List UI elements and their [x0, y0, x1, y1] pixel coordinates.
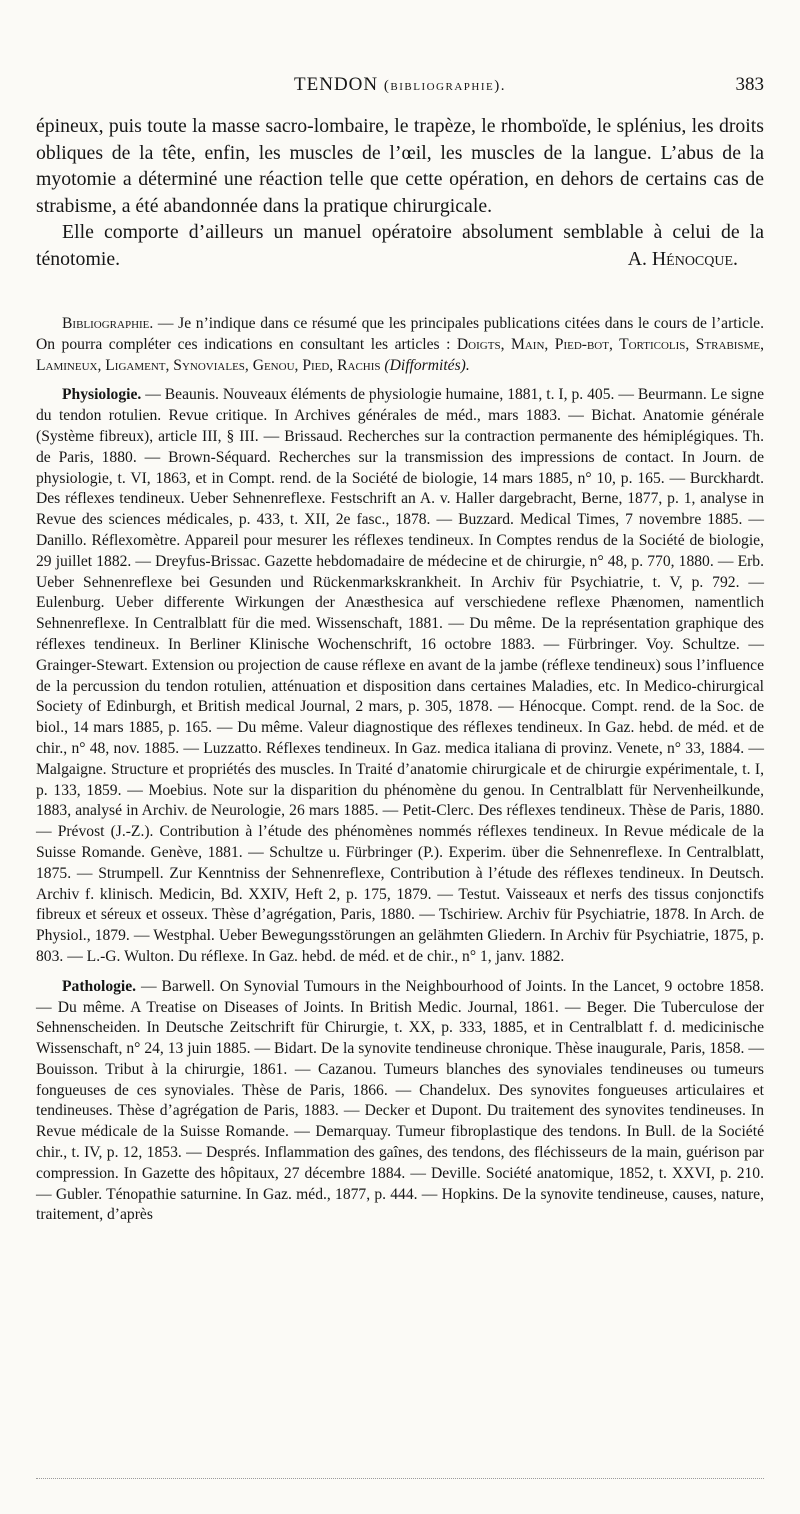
- physiology-section: [36, 385, 764, 967]
- bibliography-label: Bibliographie.: [62, 315, 154, 332]
- header-title-main: TENDON: [294, 74, 379, 95]
- running-header: [36, 74, 764, 106]
- pathology-section: [36, 977, 764, 1227]
- physiology-text: — Beaunis. Nouveaux éléments de physiologie humaine, 1881, t. I, p. 405. — Beurmann. Le signe du tendon rotulien. Revue critique. In Archives générales de méd., mars 1883. — Bichat. Anatomie générale (Système fibreux), article III, § III. — Brissaud. Recherches sur la contraction permanente des hémiplégiques. Th. de Paris, 1880. — Brown-Séquard. Recherches sur la transmission des impressions de contact. In Journ. de physiologie, t. VI, 1863, et in Compt. rend. de la Société de biologie, 14 mars 1885, n° 10, p. 165. — Burckhardt. Des réflexes tendineux. Ueber Sehnenreflexe. Festschrift an A. v. Haller dargebracht, Berne, 1877, p. 1, analyse in Revue des sciences médicales, p. 433, t. XII, 2e fasc., 1878. — Buzzard. Medical Times, 7 novembre 1885. — Danillo. Réflexomètre. Appareil pour mesurer les réflexes tendineux. In Comptes rendus de la Société de biologie, 29 juillet 1882. — Dreyfus-Brissac. Gazette hebdomadaire de médecine et de chirurgie, n° 48, p. 770, 1880. — Erb. Ueber Sehnenreflexe bei Gesunden und Rückenmarkskrankheit. In Archiv für Psychiatrie, t. V, p. 792. — Eulenburg. Ueber differente Wirkungen der Anæsthesica auf verschiedene reflexe Phænomen, namentlich Sehnenreflexe. In Centralblatt für die med. Wissenschaft, 1881. — Du même. De la représentation graphique des réflexes tendineux. In Berliner Klinische Wochenschrift, 16 octobre 1883. — Fürbringer. Voy. Schultze. — Grainger-Stewart. Extension ou projection de cause réflexe en avant de la jambe (réflexe tendineux) sous l’influence de la percussion du tendon rotulien, atténuation et disposition dans certaines Maladies, etc. In Medico-chirurgical Society of Edinburgh, et British medical Journal, 2 mars, p. 305, 1878. — Hénocque. Compt. rend. de la Soc. de biol., 14 mars 1885, p. 165. — Du même. Valeur diagnostique des réflexes tendineux. In Gaz. hebd. de méd. et de chir., n° 48, nov. 1885. — Luzzatto. Réflexes tendineux. In Gaz. medica italiana di provinz. Venete, n° 33, 1884. — Malgaigne. Structure et propriétés des muscles. In Traité d’anatomie chirurgicale et de chirurgie expérimentale, t. I, p. 133, 1859. — Moebius. Note sur la disparition du phénomène du genou. In Centralblatt für Nervenheilkunde, 1883, analysé in Archiv. de Neurologie, 26 mars 1885. — Petit-Clerc. Des réflexes tendineux. Thèse de Paris, 1880. — Prévost (J.-Z.). Contribution à l’étude des phénomènes nommés réflexes tendineux. In Revue médicale de la Suisse Romande. Genève, 1881. — Schultze u. Fürbringer (P.). Experim. über die Sehnenreflexe. In Centralblatt, 1875. — Strumpell. Zur Kenntniss der Sehnenreflexe, Contribution à l’étude des réflexes tendineux. In Deutsch. Archiv f. klinisch. Medicin, Bd. XXIV, Heft 2, p. 175, 1879. — Testut. Vaisseaux et nerfs des tissus conjonctifs fibreux et séreux et osseux. Thèse d’agrégation, Paris, 1880. — Tschiriew. Archiv für Psychiatrie, 1878. In Arch. de Physiol., 1879. — Westphal. Ueber Bewegungsstörungen an gelähmten Gliedern. In Archiv für Psychiatrie, 1875, p. 803. — L.-G. Wulton. Du réflexe. In Gaz. hebd. de méd. et de chir., n° 1, janv. 1882.: [36, 386, 764, 965]
- footer-divider: [36, 1478, 764, 1479]
- header-title-sub: (bibliographie).: [383, 78, 506, 94]
- intro-paragraph-2: Elle comporte d’ailleurs un manuel opératoire absolument semblable à celui de la ténotomie.: [36, 221, 764, 270]
- pathology-text: — Barwell. On Synovial Tumours in the Neighbourhood of Joints. In the Lancet, 9 octobre 1858. — Du même. A Treatise on Diseases of Joints. In British Medic. Journal, 1861. — Beger. Die Tuberculose der Sehnenscheiden. In Deutsche Zeitschrift für Chirurgie, t. XX, p. 333, 1885, et in Centralblatt f. d. medicinische Wissenschaft, n° 24, 13 juin 1885. — Bidart. De la synovite tendineuse chronique. Thèse inaugurale, Paris, 1858. — Bouisson. Tribut à la chirurgie, 1861. — Cazanou. Tumeurs blanches des synoviales tendineuses ou tumeurs fongueuses de ces synoviales. Thèse de Paris, 1866. — Chandelux. Des synovites fongueuses articulaires et tendineuses. Thèse d’agrégation de Paris, 1883. — Decker et Dupont. Du traitement des synovites tendineuses. In Revue médicale de la Suisse Romande. — Demarquay. Tumeur fibroplastique des tendons. In Bull. de la Société chir., t. IV, p. 12, 1853. — Després. Inflammation des gaînes, des tendons, des fléchisseurs de la main, guérison par compression. In Gazette des hôpitaux, 27 décembre 1884. — Deville. Société anatomique, 1852, t. XXVI, p. 210. — Gubler. Ténopathie saturnine. In Gaz. méd., 1877, p. 444. — Hopkins. De la synovite tendineuse, causes, nature, traitement, d’après: [36, 977, 764, 1224]
- bibliography-intro-italic: (Difformités).: [384, 356, 470, 374]
- header-title: [36, 74, 764, 96]
- intro-paragraph-1: épineux, puis toute la masse sacro-lombaire, le trapèze, le rhomboïde, le splénius, les droits obliques de la tête, enfin, les muscles de l’œil, les muscles de la langue. L’abus de la myotomie a déterminé une réaction telle que cette opération, en dehors de certains cas de strabisme, a été abandonnée dans la pratique chirurgicale.: [36, 115, 764, 217]
- page-number: 383: [735, 74, 764, 95]
- bibliography-intro-text: — Je n’indique dans ce résumé que les principales publications citées dans le cours de l’article. On pourra compléter ces indications en consultant les articles :: [36, 315, 764, 353]
- intro-text: [36, 113, 764, 273]
- bibliography-intro-refs: Doigts, Main, Pied-bot, Torticolis, Strabisme, Lamineux, Ligament, Synoviales, Genou, Pied, Rachis: [36, 335, 764, 374]
- physiology-label: Physiologie.: [62, 386, 142, 404]
- bibliography: [36, 314, 764, 1235]
- author-signature: A. Hénocque.: [627, 247, 738, 270]
- bibliography-intro: [36, 314, 764, 376]
- pathology-label: Pathologie.: [62, 977, 137, 995]
